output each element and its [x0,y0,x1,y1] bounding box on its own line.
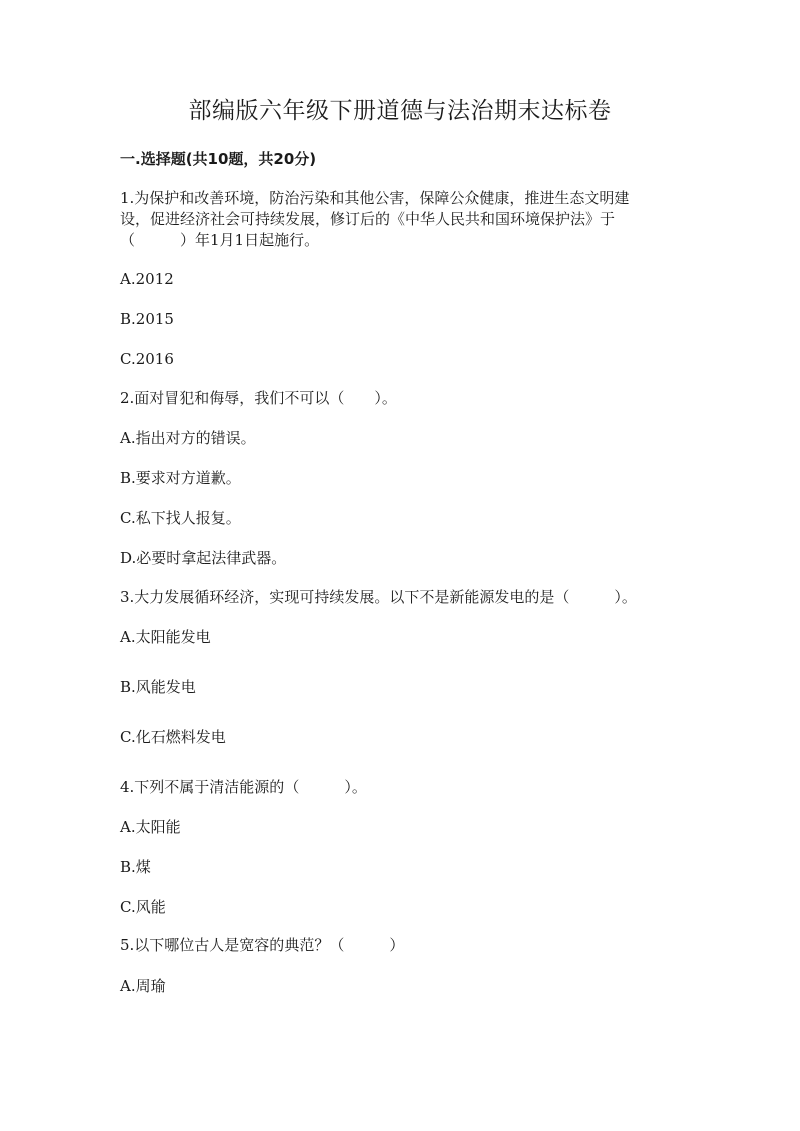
question-3-option-a: A.太阳能发电 [120,628,211,646]
question-2-option-a: A.指出对方的错误。 [120,429,256,447]
question-5-option-a: A.周瑜 [120,977,166,995]
question-2-option-d: D.必要时拿起法律武器。 [120,549,287,567]
question-1-option-a: A.2012 [120,270,174,288]
question-3-stem: 3.大力发展循环经济，实现可持续发展。以下不是新能源发电的是（ ）。 [120,588,637,606]
question-1-option-c: C.2016 [120,350,174,368]
document-title: 部编版六年级下册道德与法治期末达标卷 [188,98,612,124]
question-2-option-b: B.要求对方道歉。 [120,469,241,487]
question-1-stem-line-1: 1.为保护和改善环境，防治污染和其他公害，保障公众健康，推进生态文明建 [120,189,630,207]
question-4-stem: 4.下列不属于清洁能源的（ ）。 [120,778,367,796]
question-4-option-c: C.风能 [120,898,166,916]
section-heading: 一.选择题(共10题，共20分) [120,150,317,168]
question-2-stem: 2.面对冒犯和侮辱，我们不可以（ ）。 [120,389,397,407]
question-1-option-b: B.2015 [120,310,174,328]
question-2-option-c: C.私下找人报复。 [120,509,241,527]
question-1-stem-line-2: 设，促进经济社会可持续发展，修订后的《中华人民共和国环境保护法》于 [120,210,616,228]
question-1-stem-line-3: （ ）年1月1日起施行。 [120,231,320,249]
question-4-option-a: A.太阳能 [120,818,181,836]
question-3-option-c: C.化石燃料发电 [120,728,226,746]
question-3-option-b: B.风能发电 [120,678,196,696]
question-4-option-b: B.煤 [120,858,151,876]
question-5-stem: 5.以下哪位古人是宽容的典范？（ ） [120,936,405,954]
